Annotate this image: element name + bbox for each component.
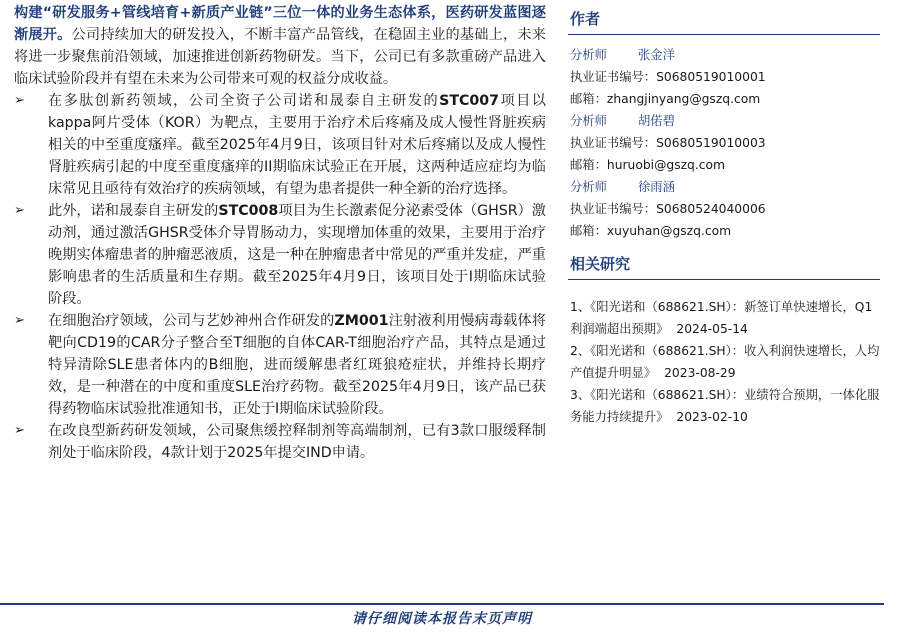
email-link[interactable]: xuyuhan@gszq.com xyxy=(606,224,732,238)
product-code: STC007 xyxy=(439,93,500,109)
footer-disclaimer: 请仔细阅读本报告末页声明 xyxy=(352,611,532,627)
research-date: 2024-05-14 xyxy=(676,322,748,336)
research-item[interactable] xyxy=(570,296,880,340)
lead-heading: 构建“研发服务+管线培育+新质产业链”三位一体的业务生态体系，医药研发蓝图逐渐展开。 xyxy=(14,5,546,43)
analyst-block xyxy=(568,110,880,176)
product-code: STC008 xyxy=(218,203,279,219)
email-link[interactable]: zhangjinyang@gszq.com xyxy=(606,92,761,106)
cert-label: 执业证书编号： xyxy=(570,136,657,150)
research-date: 2023-08-29 xyxy=(664,366,736,380)
cert-number: S0680524040006 xyxy=(656,202,766,216)
email-link[interactable]: huruobi@gszq.com xyxy=(606,158,726,172)
email-label: 邮箱： xyxy=(570,158,607,172)
analyst-name: 胡偌碧 xyxy=(638,114,675,128)
bullet-text: 在细胞治疗领域，公司与艺妙神州合作研发的 xyxy=(48,313,335,329)
bullet-text: 在改良型新药研发领域，公司聚焦缓控释制剂等高端制剂，已有3款口服缓释制剂处于临床阶段，4款计划于2025年提交IND申请。 xyxy=(48,423,546,461)
cert-label: 执业证书编号： xyxy=(570,70,657,84)
research-date: 2023-02-10 xyxy=(676,410,748,424)
bullet-text: 项目为生长激素促分泌素受体（GHSR）激动剂，通过激活GHSR受体介导胃肠动力，实现增加体重的效果，主要用于治疗晚期实体瘤患者的肿瘤恶液质，这是一种在肿瘤患者中常见的严重并发症，严重影响患者的生活质量和生存期。截至2025年4月9日，该项目处于I期临床试验阶段。 xyxy=(48,203,546,307)
bullet-item xyxy=(14,90,546,200)
cert-label: 执业证书编号： xyxy=(570,202,657,216)
research-item[interactable] xyxy=(570,384,880,428)
research-title: 2、《阳光诺和（688621.SH）：收入利润快速增长，人均产值提升明显》 xyxy=(570,344,880,380)
analyst-name: 张金洋 xyxy=(638,48,675,62)
lead-text: 公司持续加大的研发投入，不断丰富产品管线，在稳固主业的基础上，未来将进一步聚焦前沿领域，加速推进创新药物研发。当下，公司已有多款重磅产品进入临床试验阶段并有望在未来为公司带来可观的权益分成收益。 xyxy=(14,27,546,87)
bullet-item xyxy=(14,200,546,310)
analyst-role: 分析师 xyxy=(570,180,607,194)
footer-divider xyxy=(0,603,884,605)
authors-title: 作者 xyxy=(568,0,880,35)
research-title: 1、《阳光诺和（688621.SH）：新签订单快速增长，Q1利润端超出预期》 xyxy=(570,300,873,336)
sidebar xyxy=(568,0,880,428)
bullet-text: 在多肽创新药领域，公司全资子公司诺和晟泰自主研发的 xyxy=(48,93,440,109)
arrow-bullet-icon: ➢ xyxy=(14,93,25,108)
research-item[interactable] xyxy=(570,340,880,384)
arrow-bullet-icon: ➢ xyxy=(14,203,25,218)
email-label: 邮箱： xyxy=(570,224,607,238)
arrow-bullet-icon: ➢ xyxy=(14,313,25,328)
bullet-text: 注射液利用慢病毒载体将靶向CD19的CAR分子整合至T细胞的自体CAR-T细胞治疗产品，其特点是通过特异清除SLE患者体内的B细胞，进而缓解患者红斑狼疮症状，并维持长期疗效，是一种潜在的中度和重度SLE治疗药物。截至2025年4月9日，该产品已获得药物临床试验批准通知书，正处于I期临床试验阶段。 xyxy=(48,313,546,417)
cert-number: S0680519010003 xyxy=(656,136,766,150)
bullet-text: 此外，诺和晟泰自主研发的 xyxy=(48,203,219,219)
related-research-list xyxy=(568,296,880,428)
analyst-role: 分析师 xyxy=(570,48,607,62)
arrow-bullet-icon: ➢ xyxy=(14,423,25,438)
bullet-text: 项目以kappa阿片受体（KOR）为靶点，主要用于治疗术后疼痛及成人慢性肾脏疾病相关的中至重度瘙痒。截至2025年4月9日，该项目针对术后疼痛以及成人慢性肾脏疾病引起的中度至重度瘙痒的II期临床试验正在开展，这两种适应症均为临床常见且亟待有效治疗的疾病领域，有望为患者提供一种全新的治疗选择。 xyxy=(48,93,546,197)
analyst-block xyxy=(568,44,880,110)
product-code: ZM001 xyxy=(334,313,389,329)
bullet-item xyxy=(14,420,546,464)
research-title: 3、《阳光诺和（688621.SH）：业绩符合预期，一体化服务能力持续提升》 xyxy=(570,388,880,424)
report-body xyxy=(14,2,546,464)
cert-number: S0680519010001 xyxy=(656,70,766,84)
analyst-name: 徐雨涵 xyxy=(638,180,675,194)
analyst-role: 分析师 xyxy=(570,114,607,128)
bullet-item xyxy=(14,310,546,420)
lead-paragraph xyxy=(14,2,546,90)
analyst-block xyxy=(568,176,880,242)
email-label: 邮箱： xyxy=(570,92,607,106)
related-research-title: 相关研究 xyxy=(568,245,880,280)
